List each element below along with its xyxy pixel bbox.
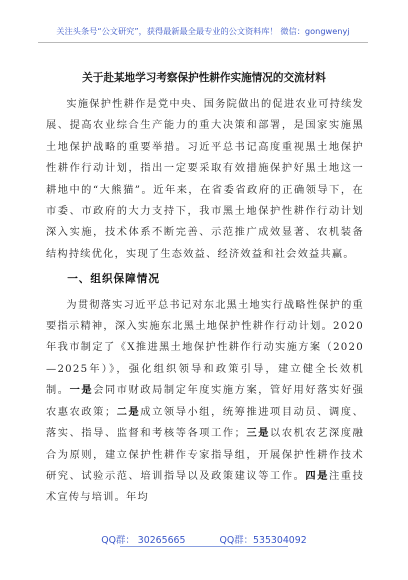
section-paragraph: [46, 295, 364, 509]
document-body: [46, 94, 364, 509]
paragraph-text: 会同市财政局制定年度实施方案，管好用好落实好强农惠农政策；: [46, 385, 365, 418]
paragraph-text: 成立领导小组，统筹推进项目动员、调度、落实、指导、监督和考核等各项工作；: [46, 406, 365, 440]
qq-group-2: QQ群：535304092: [219, 535, 307, 546]
lead-phrase: 二是: [116, 405, 141, 418]
header-banner: 关注头条号“公文研究”，获得最新最全最专业的公文资料库！ 微信：gongwenyj: [56, 26, 350, 36]
document-title: 关于赴某地学习考察保护性耕作实施情况的交流材料: [82, 72, 326, 84]
paragraph-text: 为贯彻落实习近平总书记对东北黑土地实行战略性保护的重要指示精神，深入实施东北黑土地保护性耕作行动计划。2020年我市制定了《X推进黑土地保护性耕作行动实施方案（2020—2025年）》，强化组织领导和政策引导，建立健全长效机制。: [46, 299, 364, 397]
paragraph-text: 注重技术宣传与培训。年均: [46, 470, 365, 504]
footer-divider: [120, 546, 288, 547]
lead-phrase: 四是: [305, 469, 329, 482]
paragraph-text: 以农机农艺深度融合为原则，建立保护性耕作专家指导组，开展保护性耕作技术研究、试验示范、培训指导以及政策建议等工作。: [46, 428, 365, 482]
qq-group-1: QQ群： 30265665: [101, 535, 186, 546]
lead-phrase: 三是: [246, 427, 271, 440]
lead-phrase: 一是: [69, 384, 94, 397]
header-divider: [38, 42, 368, 43]
intro-paragraph: 实施保护性耕作是党中央、国务院做出的促进农业可持续发展、提高农业综合生产能力的重大决策和部署，是国家实施黑土地保护战略的重要举措。习近平总书记高度重视黑土地保护性耕作行动计划，指出一定要采取有效措施保护好黑土地这一耕地中的“大熊猫”。近年来，在省委省政府的正确领导下，在市委、市政府的大力支持下，我市黑土地保护性耕作行动计划深入实施，技术体系不断完善、示范推广成效显著、农机装备结构持续优化，实现了生态效益、经济效益和社会效益共赢。: [46, 99, 364, 260]
section-heading: 一、组织保障情况: [67, 273, 160, 286]
footer-contact: [0, 532, 408, 546]
